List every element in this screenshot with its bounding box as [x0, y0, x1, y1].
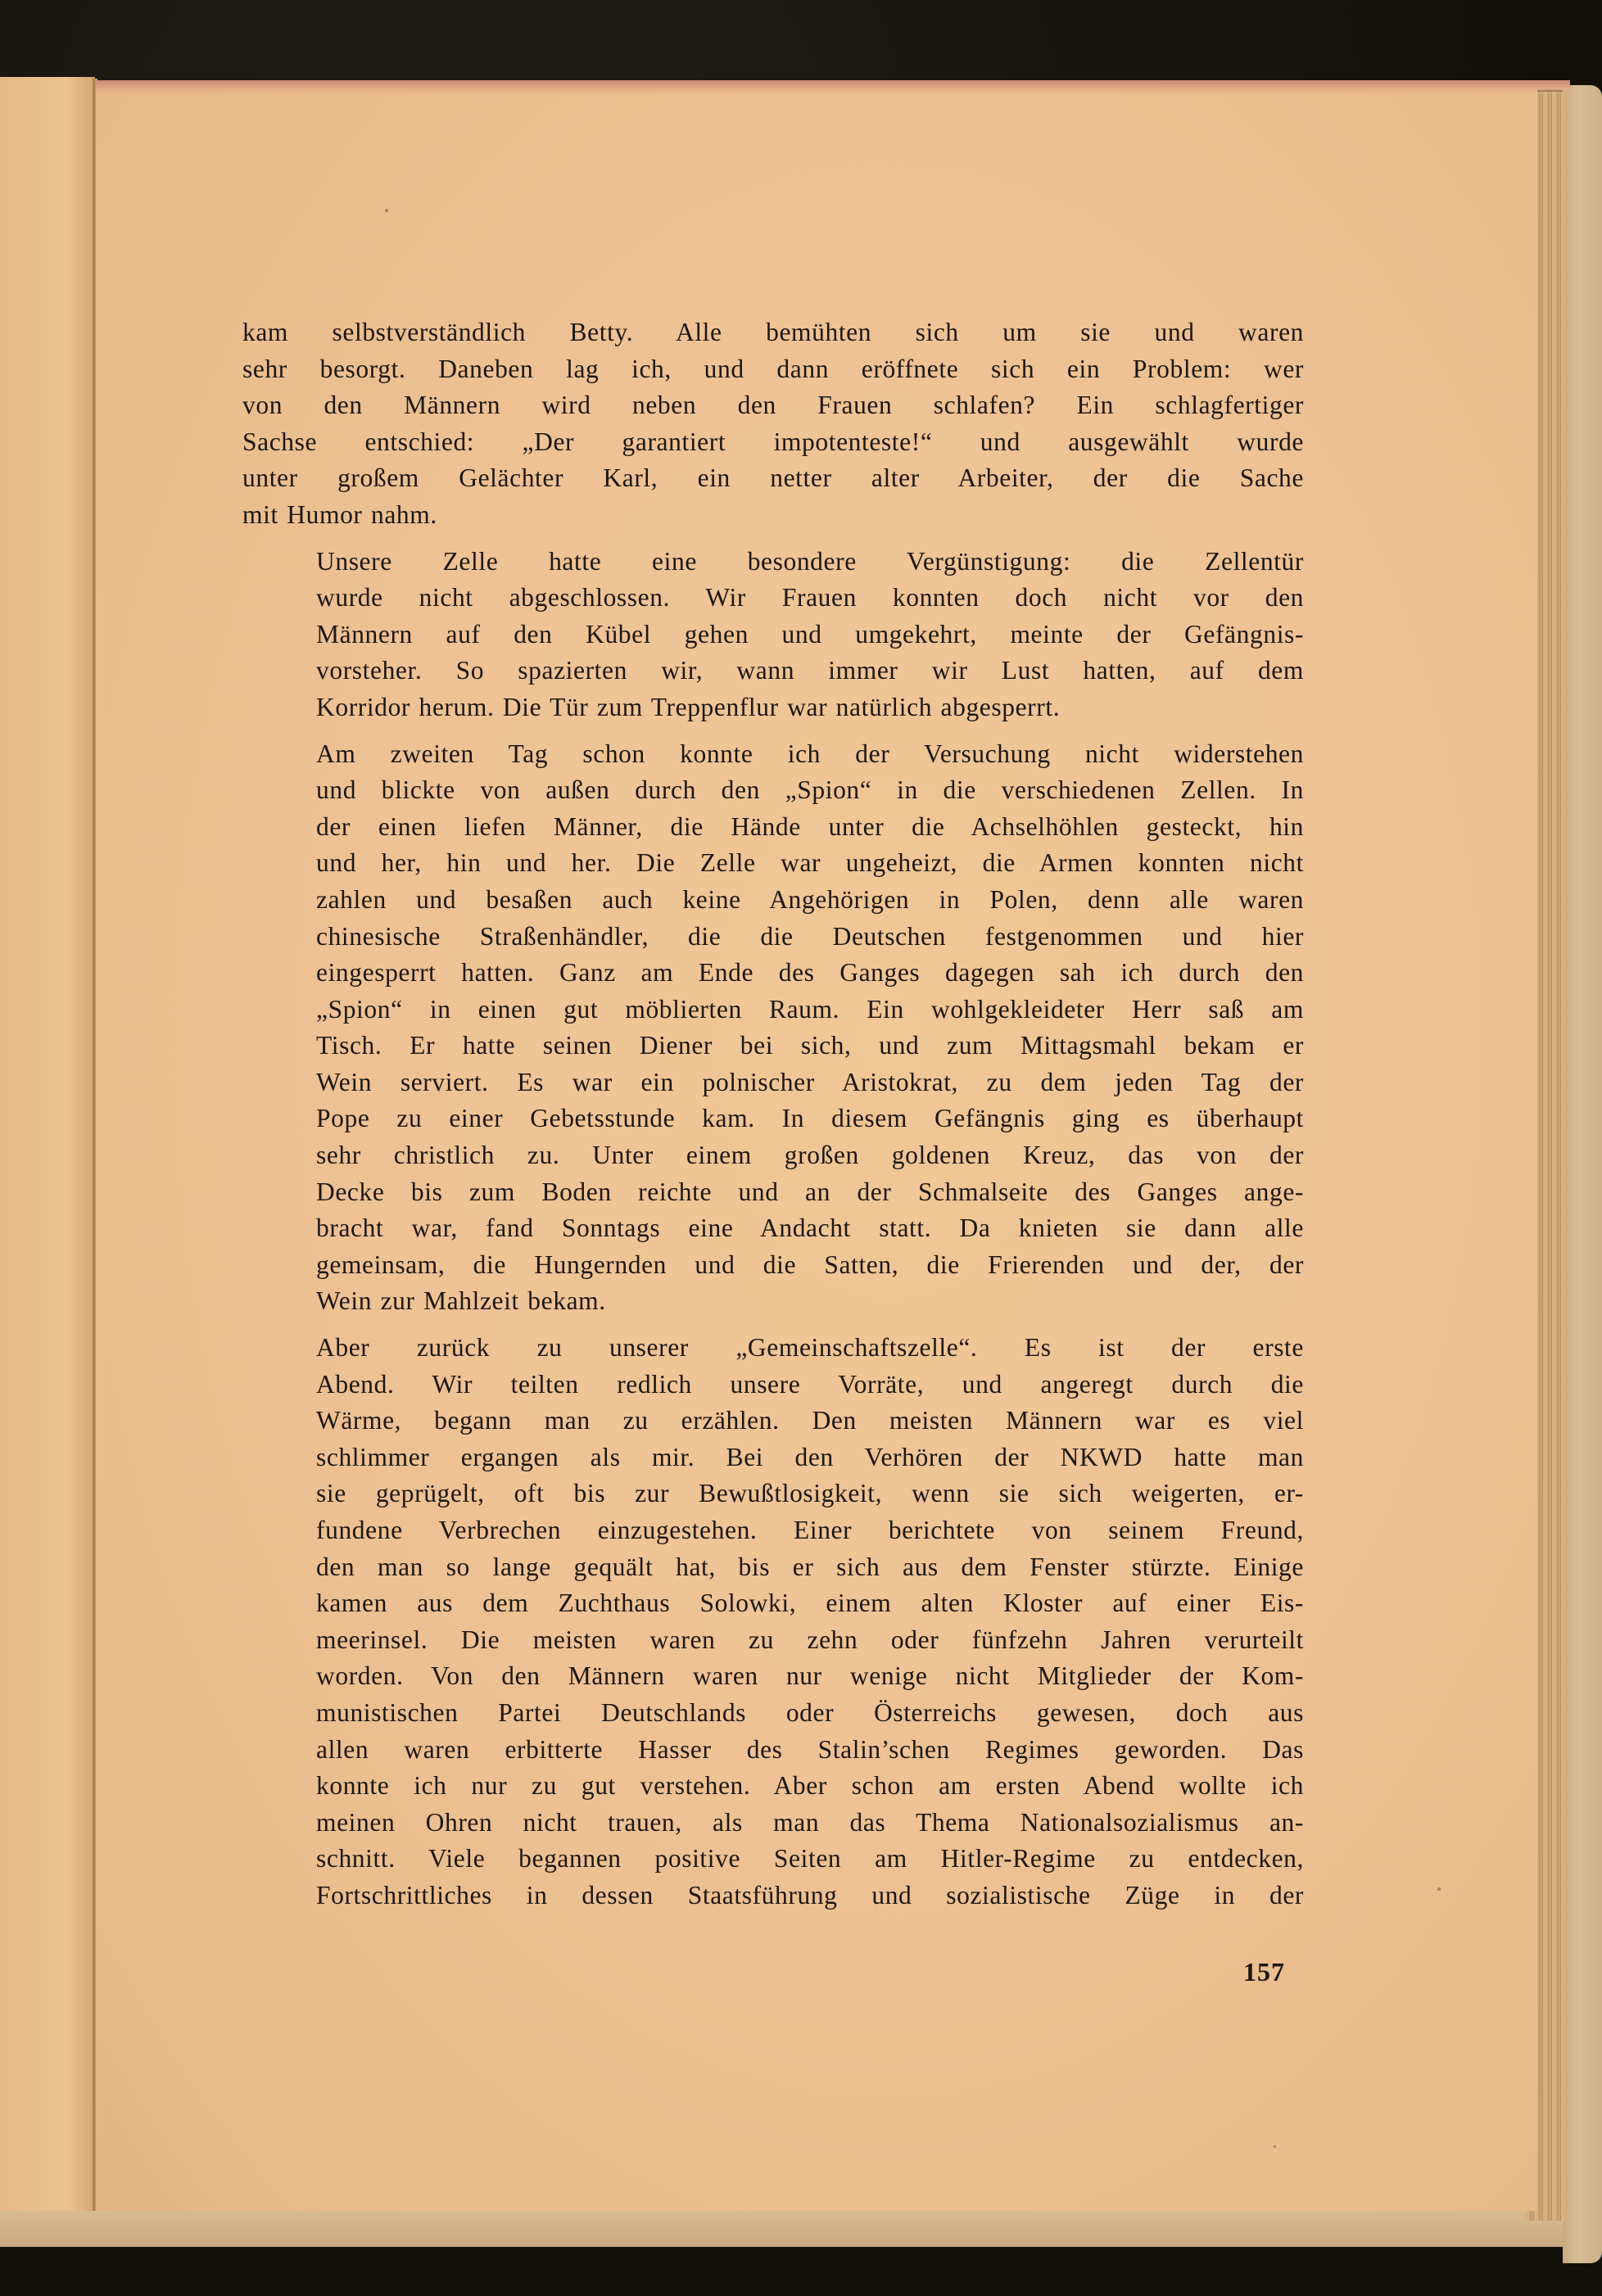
text-line: wurde nicht abgeschlossen. Wir Frauen konnten doch nicht vor den — [316, 583, 1304, 612]
text-line: kamen aus dem Zuchthaus Solowki, einem alten Kloster auf einer Eis- — [316, 1589, 1304, 1618]
text-line: kam selbstverständlich Betty. Alle bemühten sich um sie und waren — [242, 318, 1304, 346]
text-line: der einen liefen Männer, die Hände unter die Achselhöhlen gesteckt, hin — [316, 811, 1304, 841]
text-line: Decke bis zum Boden reichte und an der Schmalseite des Ganges ange- — [316, 1177, 1304, 1206]
text-line: von den Männern wird neben den Frauen schlafen? Ein schlagfertiger — [242, 391, 1304, 420]
paragraph — [242, 544, 1304, 726]
text-line: bracht war, fand Sonntags eine Andacht statt. Da knieten sie dann alle — [316, 1214, 1304, 1243]
text-line: Aber zurück zu unserer „Gemeinschaftszelle“. Es ist der erste — [316, 1333, 1304, 1363]
text-line: und her, hin und her. Die Zelle war ungeheizt, die Armen konnten nicht — [316, 848, 1304, 878]
book-cover-bottom-edge — [0, 2211, 1589, 2247]
text-line: Pope zu einer Gebetsstunde kam. In diesem Gefängnis ging es überhaupt — [316, 1104, 1304, 1133]
text-line: meerinsel. Die meisten waren zu zehn oder fünfzehn Jahren verurteilt — [316, 1625, 1304, 1654]
text-line: schnitt. Viele begannen positive Seiten am Hitler-Regime zu entdecken, — [316, 1844, 1304, 1873]
paper-speck — [1274, 2145, 1276, 2148]
book-cover-right-edge — [1563, 85, 1602, 2263]
text-line: Abend. Wir teilten redlich unsere Vorräte, und angeregt durch die — [316, 1369, 1304, 1399]
text-line: Tisch. Er hatte seinen Diener bei sich, und zum Mittagsmahl bekam er — [316, 1031, 1304, 1060]
text-line: sehr christlich zu. Unter einem großen goldenen Kreuz, das von der — [316, 1141, 1304, 1170]
text-line: Unsere Zelle hatte eine besondere Vergünstigung: die Zellentür — [316, 546, 1304, 576]
text-line: schlimmer ergangen als mir. Bei den Verhören der NKWD hatte man — [316, 1442, 1304, 1471]
text-line: Korridor herum. Die Tür zum Treppenflur war natürlich abgesperrt. — [316, 692, 1061, 721]
text-line: Männern auf den Kübel gehen und umgekehrt, meinte der Gefängnis- — [316, 619, 1304, 649]
paragraph — [242, 736, 1304, 1321]
text-line: worden. Von den Männern waren nur wenige nicht Mitglieder der Kom- — [316, 1661, 1304, 1691]
paper-speck — [1437, 1887, 1441, 1891]
text-line: mit Humor nahm. — [242, 499, 437, 529]
text-line: „Spion“ in einen gut möblierten Raum. Ein wohlgekleideter Herr saß am — [316, 994, 1304, 1024]
text-line: eingesperrt hatten. Ganz am Ende des Ganges dagegen sah ich durch den — [316, 958, 1304, 988]
page-number: 157 — [1243, 1957, 1285, 1986]
paragraph — [242, 314, 1304, 534]
text-line: sehr besorgt. Daneben lag ich, und dann eröffnete sich ein Problem: wer — [242, 354, 1304, 383]
text-line: Sachse entschied: „Der garantiert impotenteste!“ und ausgewählt wurde — [242, 427, 1304, 456]
text-line: Wein serviert. Es war ein polnischer Aristokrat, zu dem jeden Tag der — [316, 1067, 1304, 1096]
text-line: allen waren erbitterte Hasser des Stalin’schen Regimes geworden. Das — [316, 1734, 1304, 1764]
text-line: chinesische Straßenhändler, die die Deutschen festgenommen und hier — [316, 921, 1304, 951]
text-line: meinen Ohren nicht trauen, als man das Thema Nationalsozialismus an- — [316, 1807, 1304, 1837]
paper-speck — [385, 209, 388, 212]
page-top-edge — [96, 80, 1570, 95]
text-line: gemeinsam, die Hungernden und die Satten, die Frierenden und der, der — [316, 1250, 1304, 1279]
text-line: zahlen und besaßen auch keine Angehörigen in Polen, denn alle waren — [316, 884, 1304, 914]
text-line: Am zweiten Tag schon konnte ich der Versuchung nicht widerstehen — [316, 739, 1304, 768]
text-line: unter großem Gelächter Karl, ein netter alter Arbeiter, der die Sache — [242, 463, 1304, 493]
facing-page-edge — [0, 77, 95, 2239]
text-line: Wärme, begann man zu erzählen. Den meisten Männern war es viel — [316, 1406, 1304, 1435]
paragraph — [242, 1330, 1304, 1914]
text-line: fundene Verbrechen einzugestehen. Einer berichtete von seinem Freund, — [316, 1516, 1304, 1544]
text-line: munistischen Partei Deutschlands oder Österreichs gewesen, doch aus — [316, 1697, 1304, 1727]
body-text — [242, 314, 1304, 1914]
text-line: konnte ich nur zu gut verstehen. Aber schon am ersten Abend wollte ich — [316, 1771, 1304, 1801]
text-line: und blickte von außen durch den „Spion“ in die verschiedenen Zellen. In — [316, 775, 1304, 805]
text-line: sie geprügelt, oft bis zur Bewußtlosigkeit, wenn sie sich weigerten, er- — [316, 1479, 1304, 1508]
text-line: den man so lange gequält hat, bis er sich aus dem Fenster stürzte. Einige — [316, 1552, 1304, 1581]
text-line: Fortschrittliches in dessen Staatsführung und sozialistische Züge in der — [316, 1880, 1304, 1910]
text-line: Wein zur Mahlzeit bekam. — [316, 1286, 606, 1316]
text-line: vorsteher. So spazierten wir, wann immer wir Lust hatten, auf dem — [316, 656, 1304, 685]
